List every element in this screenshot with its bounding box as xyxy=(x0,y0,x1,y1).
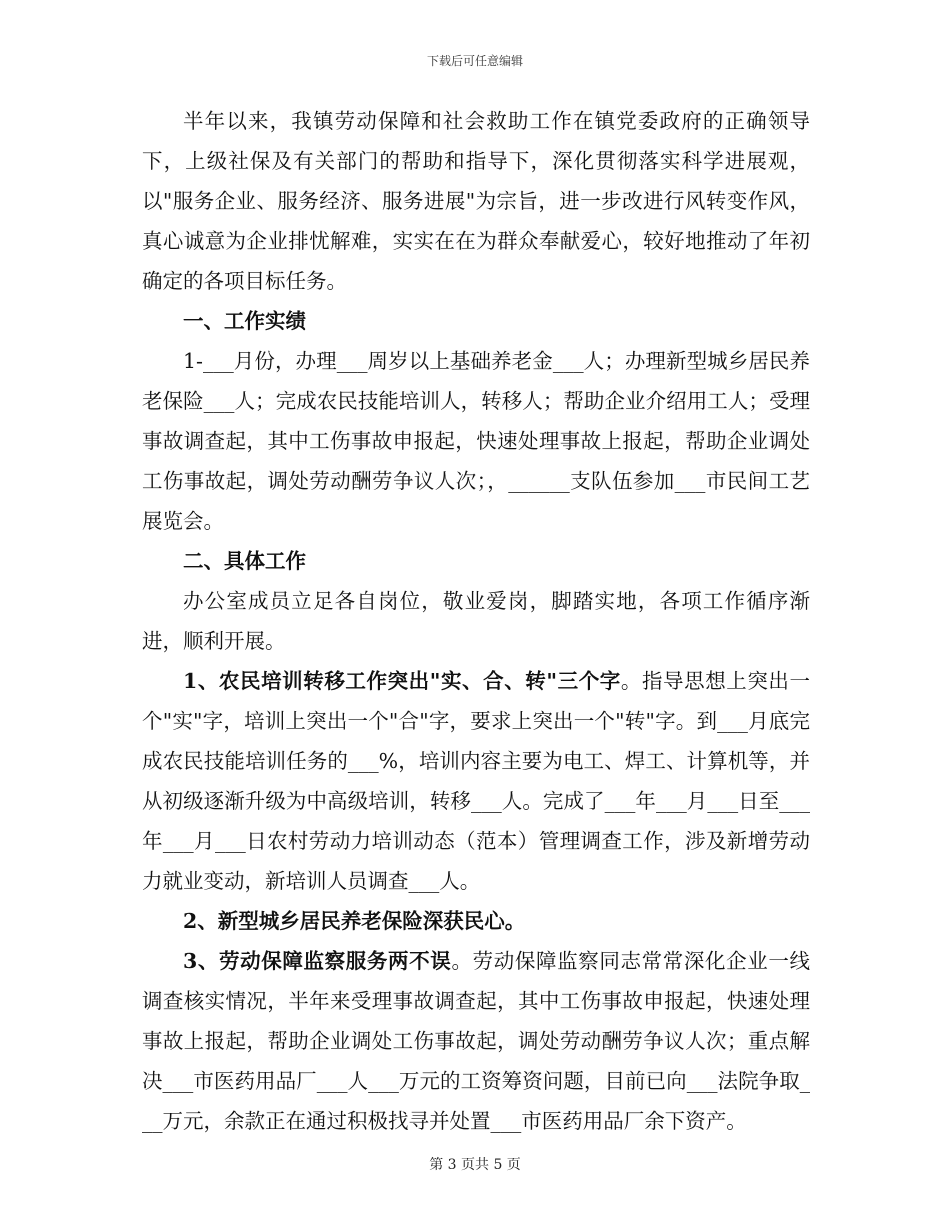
specific-work-intro-paragraph: 办公室成员立足各自岗位，敬业爱岗，脚踏实地，各项工作循序渐进，顺利开展。 xyxy=(142,589,810,653)
farmer-training-paragraph xyxy=(142,661,810,901)
labor-supervision-paragraph xyxy=(142,941,810,1141)
labor-supervision-body: 。劳动保障监察同志常常深化企业一线调查核实情况，半年来受理事故调查起，其中工伤事故申报起，快速处理事故上报起，帮助企业调处工伤事故起，调处劳动酬劳争议人次；重点解决___市医药用品厂___人___万元的工资筹资问题，目前已向___法院争取___万元，余款正在通过积极找寻并处置___市医药用品厂余下资产。 xyxy=(142,949,810,1133)
section-heading-specific-work: 二、具体工作 xyxy=(183,549,306,573)
document-body xyxy=(142,101,810,1141)
farmer-training-body: 。指导思想上突出一个"实"字，培训上突出一个"合"字，要求上突出一个"转"字。到___月底完成农民技能培训任务的___%，培训内容主要为电工、焊工、计算机等，并从初级逐渐升级为中高级培训，转移___人。完成了___年___月___日至___年___月___日农村劳动力培训动态（范本）管理调查工作，涉及新增劳动力就业变动，新培训人员调查___人。 xyxy=(142,669,811,893)
page-number: 第 3 页共 5 页 xyxy=(429,1157,521,1173)
farmer-training-lead: 1、农民培训转移工作突出"实、合、转"三个字 xyxy=(183,669,621,693)
work-results-paragraph: 1-___月份，办理___周岁以上基础养老金___人；办理新型城乡居民养老保险___人；完成农民技能培训人，转移人；帮助企业介绍用工人；受理事故调查起，其中工伤事故申报起，快速处理事故上报起，帮助企业调处工伤事故起，调处劳动酬劳争议人次；，______支队伍参加___市民间工艺展览会。 xyxy=(142,349,810,533)
page-header: 下载后可任意编辑 xyxy=(426,54,523,68)
labor-supervision-lead: 3、劳动保障监察服务两不误 xyxy=(183,949,452,973)
section-heading-work-results: 一、工作实绩 xyxy=(183,309,306,333)
pension-insurance-paragraph: 2、新型城乡居民养老保险深获民心。 xyxy=(183,909,526,933)
intro-paragraph: 半年以来，我镇劳动保障和社会救助工作在镇党委政府的正确领导下，上级社保及有关部门的帮助和指导下，深化贯彻落实科学进展观，以"服务企业、服务经济、服务进展"为宗旨，进一步改进行风转变作风，真心诚意为企业排忧解难，实实在在为群众奉献爱心，较好地推动了年初确定的各项目标任务。 xyxy=(142,109,810,293)
